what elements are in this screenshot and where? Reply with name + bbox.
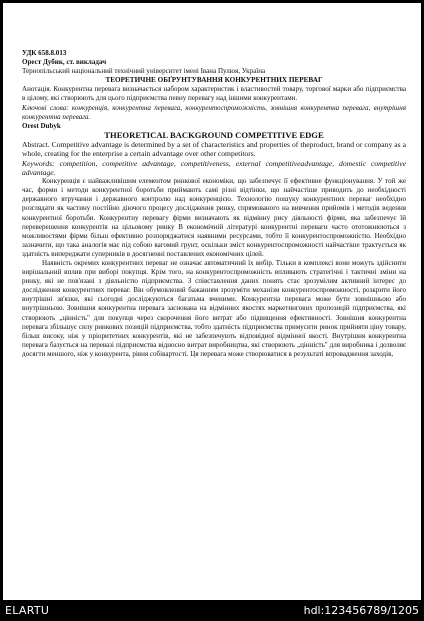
author-name: Орест Дубик, ст. викладач bbox=[22, 58, 107, 67]
author-name-english: Orest Dubyk bbox=[22, 121, 61, 130]
body-paragraph: Наявність окремих конкурентних переваг не означає автоматичний їх вибір. Тільки в комплексі вони можуть здійснити вирішальний вплив при виборі покупця. Крім того, на конкурентоспроможність впливають стратегічні і тактичні зміни на ринку, які не пов'язані з діяльністю підприємства. З співставлення даних понять стає зрозумілим активний інтерес до дослідження конкурентних переваг. Він обумовлений бажанням зрозуміти механізм конкурентоспроможності, розкрити його внутрішні зв'язки, які сьогодні досліджуються багатьма вченими. Конкурентна перевага може бути зовнішньою або внутрішньою. Зовнішня конкурентна перевага заснована на відмінних якостях маркетингових пропозицій підприємства, які створюють „цінність" для покупця через скорочення його витрат або підвищення ефективності. Зовнішня конкурентна перевага збільшує силу ринкових позицій підприємства, тобто здатність підприємства примусити ринок прийняти ціну товару, більш високу, ніж у пріоритетних конкурентів, які не забезпечують відповідної відмінної якості. Внутрішня конкурентна перевага базується на перевазі підприємства відносно витрат виробництва, які створюють „цінність" для виробника і дозволяє досягти меншого, ніж у конкурента, рівня собівартості. Ця перевага може створюватися в результаті впровадження заходів, bbox=[22, 258, 406, 358]
viewer-footer-bar bbox=[0, 600, 424, 620]
keywords-english: Keywords: competition, competitive advantage, competitiveness, external competitiveadvantage, domestic competitive advantage. bbox=[22, 158, 406, 177]
repository-label: ELARTU bbox=[5, 604, 50, 617]
page-content bbox=[22, 49, 406, 359]
keywords-ukrainian: Ключові слова: конкуренція, конкурентна перевага, конкурентоспроможність, зовнішня конкурентна перевага, внутрішня конкурентна перевага. bbox=[22, 103, 406, 121]
annotation-ukrainian: Анотація. Конкурентна перевага визначається набором характеристик і властивостей товару, торгової марки або підприємства в цілому, які створюють для цього підприємства певну перевагу над іншими конкурентами. bbox=[22, 85, 406, 103]
handle-label: hdl:123456789/1205 bbox=[303, 604, 419, 617]
title-english: THEORETICAL BACKGROUND COMPETITIVE EDGE bbox=[104, 129, 324, 140]
body-paragraph: Конкуренція є найважливішим елементом ринкової економіки, що забезпечує її ефективне функціонування. У той же час, форми і методи конкурентної боротьби приймають самі різні відтінки, що найчастіше приводить до необхідності державного втручання і державного контролю над конкуренцією. Технологію пошуку конкурентних переваг необхідно розглядати як частину постійно діючого процесу дослідження ринку, спрямованого на вивчення прийомів і методів ведення конкурентної боротьби. Конкурентну перевагу фірми визначають як відмінну рису діяльності фірми, яка забезпечує їй переверешення конкурентів на цільовому ринку В економічній літературі конкурентні переваги часто ототожнюються з можливостями фірми більш ефективно розпоряджатися наявними ресурсами, тобто її конкурентоспроможністю. Необхідно зазначити, що така аналогія має під собою вагомий грунт, оскільки зміст конкурентоспроможності найчастіше трактується як здатність випереджати суперників в досягненні поставлених економічних цілей. bbox=[22, 177, 406, 258]
document-page bbox=[3, 3, 421, 600]
author-affiliation: Тернопільський національний технічний університет імені Івана Пулюя, Україна bbox=[22, 67, 266, 76]
udc-code: УДК 658.8.013 bbox=[22, 49, 67, 57]
title-ukrainian: ТЕОРЕТИЧНЕ ОБҐРУНТУВАННЯ КОНКУРЕНТНИХ ПЕРЕВАГ bbox=[105, 76, 323, 85]
abstract-english: Abstract. Competitive advantage is determined by a set of characteristics and properties of theproduct, brand or company as a whole, creating for the enterprise a certain advantage over other competitors. bbox=[22, 139, 406, 159]
